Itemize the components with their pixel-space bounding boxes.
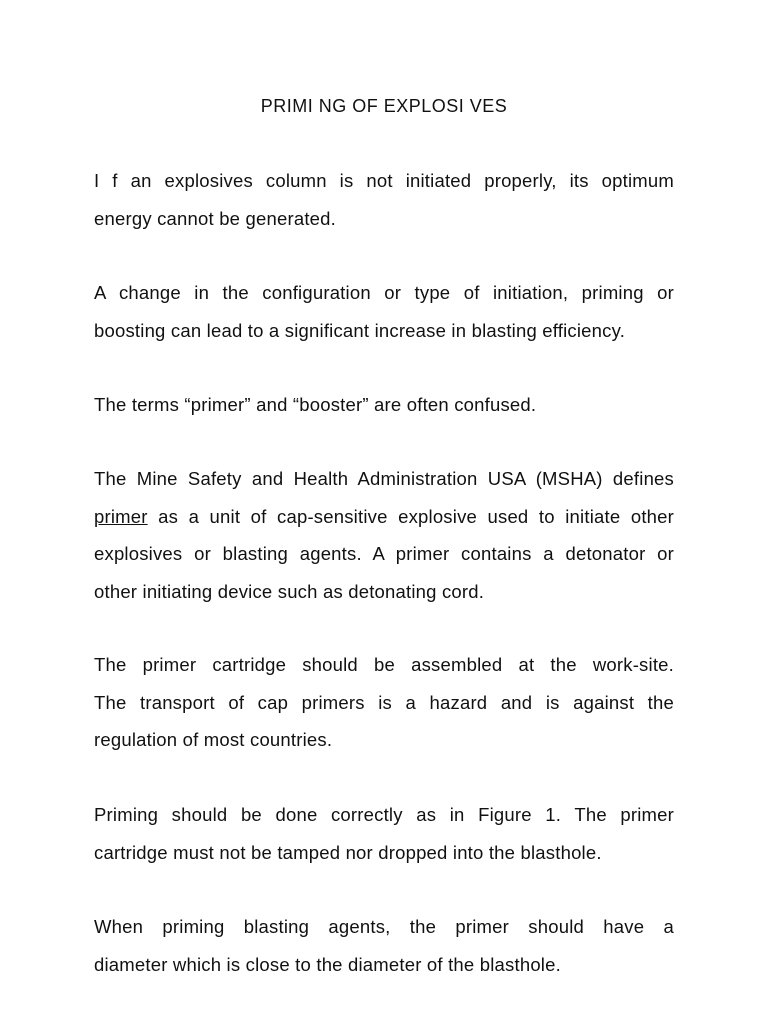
paragraph-5 — [94, 646, 674, 759]
paragraph-line: The primer cartridge should be assembled at the work-site. — [94, 654, 674, 675]
definition-text: as a unit of cap-sensitive explosive used to initiate other — [147, 505, 674, 527]
paragraph-line: Priming should be done correctly as in Figure 1. The primer — [94, 804, 674, 825]
paragraph-line: cartridge must not be tamped nor dropped into the blasthole. — [94, 841, 602, 863]
paragraph-1 — [94, 162, 674, 237]
paragraph-line-with-definition — [94, 498, 674, 536]
paragraph-line: The terms “primer” and “booster” are often confused. — [94, 394, 537, 415]
paragraph-4 — [94, 460, 674, 610]
paragraph-7 — [94, 908, 674, 983]
paragraph-line: explosives or blasting agents. A primer contains a detonator or — [94, 543, 674, 564]
paragraph-line: I f an explosives column is not initiated properly, its optimum — [94, 170, 674, 191]
paragraph-line: energy cannot be generated. — [94, 207, 336, 229]
paragraph-line: When priming blasting agents, the primer should have a — [94, 916, 674, 937]
paragraph-3 — [94, 386, 674, 424]
document-title: PRIMI NG OF EXPLOSI VES — [260, 96, 508, 116]
paragraph-line: diameter which is close to the diameter of the blasthole. — [94, 953, 561, 975]
paragraph-line: boosting can lead to a significant increase in blasting efficiency. — [94, 319, 626, 341]
paragraph-2 — [94, 274, 674, 349]
paragraph-line: The Mine Safety and Health Administration USA (MSHA) defines — [94, 468, 674, 489]
paragraph-6 — [94, 796, 674, 871]
underlined-term-primer: primer — [94, 505, 148, 527]
paragraph-line: regulation of most countries. — [94, 729, 333, 750]
paragraph-line: The transport of cap primers is a hazard and is against the — [94, 691, 674, 713]
paragraph-line: other initiating device such as detonating cord. — [94, 580, 485, 602]
paragraph-line: A change in the configuration or type of initiation, priming or — [94, 282, 674, 303]
